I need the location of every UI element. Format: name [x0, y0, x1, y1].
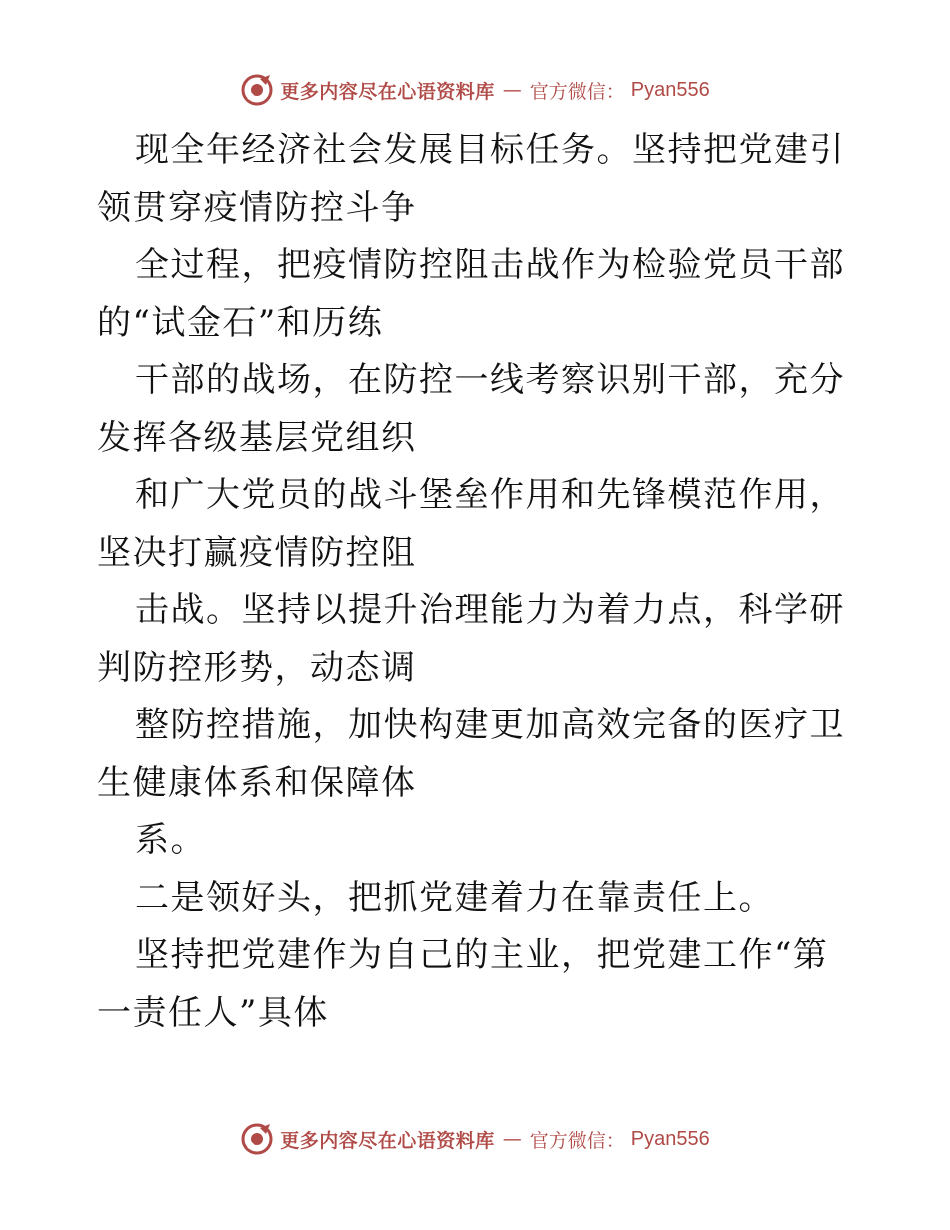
- paragraph-7: 系。: [135, 820, 206, 860]
- paragraph-1: 现全年经济社会发展目标任务。坚持把党建引领贯穿疫情防控斗争: [97, 130, 845, 228]
- watermark-site-text: 更多内容尽在心语资料库: [280, 80, 495, 103]
- header-watermark: [0, 70, 950, 110]
- footer-watermark: [0, 1119, 950, 1159]
- paragraph-8: 二是领好头，把抓党建着力在靠责任上。: [135, 877, 774, 918]
- paragraph-3: 干部的战场，在防控一线考察识别干部，充分发挥各级基层党组织: [97, 360, 845, 458]
- watermark-site-text: 更多内容尽在心语资料库: [280, 1129, 495, 1152]
- watermark-wechat-id: Pyan556: [630, 1127, 710, 1150]
- watermark-wechat-label: 官方微信：: [529, 80, 625, 103]
- paragraph-2: 全过程，把疫情防控阻击战作为检验党员干部的“试金石”和历练: [97, 245, 845, 343]
- paragraph-5: 击战。坚持以提升治理能力为着力点，科学研判防控形势，动态调: [97, 590, 845, 688]
- paragraph-6: 整防控措施，加快构建更加高效完备的医疗卫生健康体系和保障体: [97, 705, 845, 803]
- watermark-dash: —: [502, 1128, 522, 1150]
- watermark-wechat-id: Pyan556: [630, 78, 710, 101]
- document-body: [97, 122, 857, 1042]
- paragraph-4: 和广大党员的战斗堡垒作用和先锋模范作用，坚决打赢疫情防控阻: [97, 475, 845, 573]
- paragraph-9: 坚持把党建作为自己的主业，把党建工作“第一责任人”具体: [97, 935, 829, 1033]
- site-logo-icon: [240, 1122, 274, 1156]
- watermark-dash: —: [502, 79, 522, 101]
- site-logo-icon: [240, 73, 274, 107]
- watermark-wechat-label: 官方微信：: [529, 1129, 625, 1152]
